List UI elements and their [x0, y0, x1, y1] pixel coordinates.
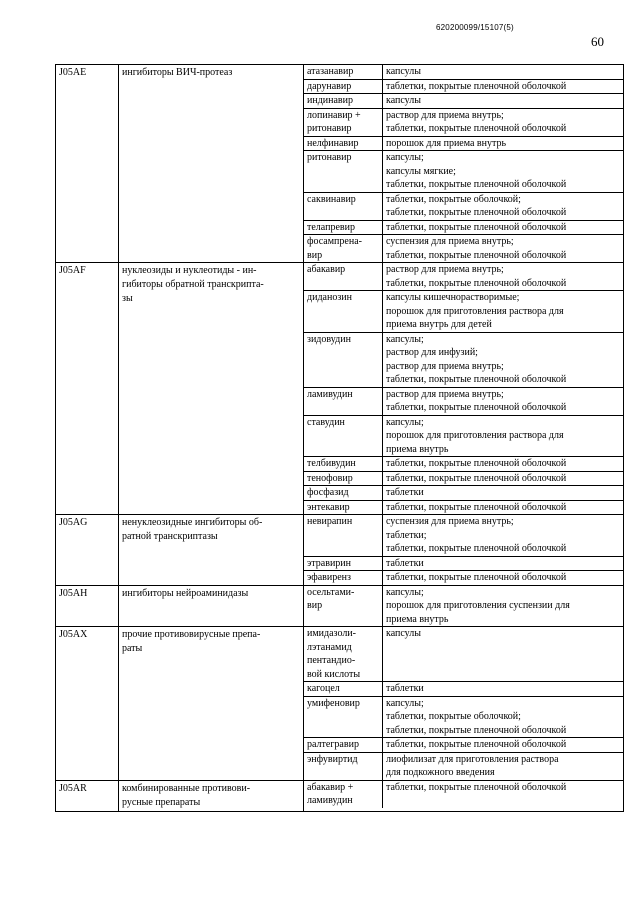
- drug-name: [304, 682, 383, 697]
- drug-name-line: ритонавир: [307, 123, 352, 134]
- drug-row: [304, 136, 623, 151]
- pharmacological-group: [119, 627, 304, 781]
- dosage-form-line: лиофилизат для приготовления раствора: [386, 753, 559, 765]
- pharmacological-group: [119, 585, 304, 627]
- drug-name-line: вир: [307, 600, 323, 611]
- dosage-form: [383, 696, 624, 738]
- pharmacological-group: [119, 65, 304, 263]
- drug-name: [304, 263, 383, 291]
- drug-name: [304, 415, 383, 457]
- drug-row: [304, 192, 623, 220]
- dosage-form-line: раствор для приема внутрь;: [386, 109, 504, 121]
- drug-row: [304, 65, 623, 79]
- dosage-form-line: для подкожного введения: [386, 767, 495, 778]
- drug-row: [304, 220, 623, 235]
- drug-row: [304, 486, 623, 501]
- drug-row: [304, 781, 623, 808]
- dosage-form-line: капсулы;: [386, 697, 424, 709]
- drug-name: [304, 332, 383, 387]
- group-line: ратной транскриптазы: [122, 531, 218, 542]
- dosage-form-line: таблетки, покрытые пленочной оболочкой: [386, 80, 567, 92]
- drug-name-line: лэтанамид: [307, 641, 352, 653]
- drug-subtable: [304, 781, 623, 808]
- drug-name-line: индинавир: [307, 95, 354, 106]
- drug-row: [304, 738, 623, 753]
- group-line: русные препараты: [122, 796, 201, 808]
- drug-row: [304, 752, 623, 780]
- drug-name: [304, 235, 383, 263]
- drug-name-line: умифеновир: [307, 697, 360, 709]
- pharmacological-group: [119, 263, 304, 515]
- dosage-form-line: капсулы;: [386, 586, 424, 598]
- drug-name: [304, 471, 383, 486]
- dosage-form-line: приема внутрь для детей: [386, 319, 492, 330]
- dosage-form-line: порошок для приема внутрь: [386, 137, 507, 149]
- drug-row: [304, 263, 623, 291]
- drug-name-line: саквинавир: [307, 193, 356, 205]
- drug-name: [304, 738, 383, 753]
- drug-name: [304, 515, 383, 556]
- drug-name: [304, 586, 383, 627]
- group-line: раты: [122, 643, 143, 654]
- dosage-form: [383, 471, 624, 486]
- dosage-form-line: порошок для приготовления раствора для: [386, 305, 564, 317]
- drug-name: [304, 291, 383, 333]
- atc-code: J05AF: [56, 263, 119, 515]
- drug-row: [304, 457, 623, 472]
- drug-name-line: осельтами-: [307, 586, 355, 598]
- drug-name-line: ламивудин: [307, 388, 353, 400]
- drug-list-cell: [304, 263, 624, 515]
- drug-name-line: телбивудин: [307, 458, 356, 469]
- table-row: [56, 65, 624, 263]
- dosage-form: [383, 457, 624, 472]
- drug-name: [304, 556, 383, 571]
- drug-subtable: [304, 65, 623, 262]
- dosage-form: [383, 332, 624, 387]
- group-line: гибиторы обратной транскрипта-: [122, 279, 264, 290]
- pharmacological-group: [119, 515, 304, 586]
- drug-row: [304, 500, 623, 514]
- drug-list-cell: [304, 65, 624, 263]
- drug-name-line: имидазоли-: [307, 628, 356, 639]
- drug-name-line: лопинавир +: [307, 109, 361, 121]
- dosage-form-line: капсулы;: [386, 333, 424, 345]
- drug-name-line: невирапин: [307, 516, 353, 527]
- dosage-form-line: таблетки, покрытые пленочной оболочкой: [386, 123, 567, 134]
- dosage-form-line: таблетки, покрытые пленочной оболочкой: [386, 221, 567, 233]
- dosage-form-line: раствор для приема внутрь;: [386, 360, 504, 372]
- drug-name: [304, 500, 383, 514]
- dosage-form: [383, 94, 624, 109]
- drug-name-line: этравирин: [307, 557, 351, 569]
- drug-name-line: зидовудин: [307, 333, 351, 345]
- drug-name: [304, 486, 383, 501]
- dosage-form-line: таблетки, покрытые пленочной оболочкой: [386, 458, 567, 469]
- dosage-form: [383, 235, 624, 263]
- drug-name-line: вир: [307, 249, 323, 261]
- drug-name: [304, 781, 383, 808]
- dosage-form-line: порошок для приготовления суспензии для: [386, 600, 570, 611]
- drug-name-line: ралтегравир: [307, 739, 359, 750]
- drug-list-cell: [304, 585, 624, 627]
- drug-name-line: абакавир +: [307, 781, 354, 793]
- drug-row: [304, 471, 623, 486]
- drug-subtable: [304, 586, 623, 627]
- dosage-form-line: таблетки, покрытые пленочной оболочкой: [386, 501, 567, 513]
- drug-name: [304, 571, 383, 585]
- drug-name-line: энфувиртид: [307, 753, 358, 765]
- dosage-form-line: таблетки, покрытые пленочной оболочкой: [386, 472, 567, 484]
- dosage-form-line: таблетки, покрытые пленочной оболочкой: [386, 207, 567, 218]
- drug-name-line: вой кислоты: [307, 668, 361, 680]
- dosage-form-line: раствор для приема внутрь;: [386, 388, 504, 400]
- drug-name: [304, 192, 383, 220]
- table-row: [56, 780, 624, 811]
- dosage-form-line: таблетки: [386, 557, 424, 569]
- drug-row: [304, 151, 623, 193]
- dosage-form-line: порошок для приготовления раствора для: [386, 430, 564, 441]
- dosage-form-line: суспензия для приема внутрь;: [386, 236, 514, 247]
- table-row: [56, 515, 624, 586]
- dosage-form-line: таблетки, покрытые пленочной оболочкой: [386, 277, 567, 289]
- dosage-form-line: раствор для инфузий;: [386, 347, 478, 358]
- group-line: ингибиторы нейроаминидазы: [122, 587, 249, 599]
- drug-row: [304, 94, 623, 109]
- dosage-form: [383, 752, 624, 780]
- drug-name: [304, 79, 383, 94]
- dosage-form: [383, 151, 624, 193]
- dosage-form-line: капсулы;: [386, 152, 424, 163]
- dosage-form-line: таблетки;: [386, 529, 427, 541]
- drug-name: [304, 94, 383, 109]
- drug-name-line: кагоцел: [307, 683, 340, 694]
- document-id: 620200099/15107(5): [436, 23, 514, 32]
- atc-code: J05AH: [56, 585, 119, 627]
- drug-name-line: абакавир: [307, 264, 346, 275]
- dosage-form-line: таблетки, покрытые оболочкой;: [386, 193, 521, 205]
- dosage-form-line: суспензия для приема внутрь;: [386, 516, 514, 527]
- dosage-form-line: таблетки, покрытые пленочной оболочкой: [386, 402, 567, 413]
- drug-row: [304, 415, 623, 457]
- dosage-form: [383, 627, 624, 682]
- drug-classification-table: [55, 64, 624, 812]
- dosage-form-line: капсулы кишечнорастворимые;: [386, 292, 520, 303]
- dosage-form: [383, 586, 624, 627]
- drug-name-line: дарунавир: [307, 80, 352, 92]
- drug-name-line: пентандио-: [307, 655, 356, 666]
- dosage-form-line: капсулы: [386, 66, 421, 77]
- dosage-form: [383, 220, 624, 235]
- drug-name-line: нелфинавир: [307, 137, 359, 149]
- dosage-form-line: таблетки, покрытые пленочной оболочкой: [386, 572, 567, 583]
- drug-row: [304, 682, 623, 697]
- drug-row: [304, 108, 623, 136]
- drug-list-cell: [304, 627, 624, 781]
- drug-name-line: ритонавир: [307, 152, 352, 163]
- drug-row: [304, 556, 623, 571]
- drug-list-cell: [304, 780, 624, 811]
- table-row: [56, 585, 624, 627]
- atc-code: J05AE: [56, 65, 119, 263]
- dosage-form-line: приема внутрь: [386, 613, 449, 625]
- drug-row: [304, 332, 623, 387]
- drug-subtable: [304, 263, 623, 514]
- dosage-form: [383, 571, 624, 585]
- drug-name-line: энтекавир: [307, 501, 350, 513]
- dosage-form: [383, 486, 624, 501]
- dosage-form-line: таблетки, покрытые пленочной оболочкой: [386, 374, 567, 385]
- dosage-form-line: раствор для приема внутрь;: [386, 264, 504, 275]
- atc-code: J05AX: [56, 627, 119, 781]
- drug-list-cell: [304, 515, 624, 586]
- table-body: [56, 65, 624, 812]
- dosage-form: [383, 781, 624, 808]
- dosage-form: [383, 556, 624, 571]
- group-line: прочие противовирусные препа-: [122, 629, 261, 640]
- drug-name-line: ламивудин: [307, 795, 353, 806]
- dosage-form: [383, 136, 624, 151]
- drug-name: [304, 457, 383, 472]
- atc-code: J05AR: [56, 780, 119, 811]
- drug-row: [304, 387, 623, 415]
- dosage-form-line: таблетки: [386, 683, 424, 694]
- group-line: зы: [122, 293, 133, 304]
- drug-name-line: ставудин: [307, 416, 345, 428]
- dosage-form-line: таблетки, покрытые пленочной оболочкой: [386, 543, 567, 554]
- drug-name-line: фосфазид: [307, 487, 349, 498]
- group-line: ненуклеозидные ингибиторы об-: [122, 517, 263, 528]
- dosage-form-line: капсулы: [386, 95, 421, 106]
- group-line: комбинированные противови-: [122, 782, 251, 794]
- pharmacological-group: [119, 780, 304, 811]
- drug-name: [304, 65, 383, 79]
- dosage-form-line: таблетки: [386, 487, 424, 498]
- drug-name-line: тенофовир: [307, 472, 353, 484]
- drug-name-line: эфавиренз: [307, 572, 351, 583]
- dosage-form: [383, 192, 624, 220]
- drug-name: [304, 387, 383, 415]
- drug-name-line: диданозин: [307, 292, 352, 303]
- drug-name-line: фосампрена-: [307, 236, 362, 247]
- dosage-form-line: капсулы;: [386, 416, 424, 428]
- dosage-form-line: таблетки, покрытые пленочной оболочкой: [386, 249, 567, 261]
- dosage-form: [383, 65, 624, 79]
- drug-name: [304, 752, 383, 780]
- drug-row: [304, 627, 623, 682]
- drug-row: [304, 586, 623, 627]
- drug-row: [304, 515, 623, 556]
- drug-name: [304, 108, 383, 136]
- drug-row: [304, 571, 623, 585]
- table-row: [56, 627, 624, 781]
- dosage-form: [383, 387, 624, 415]
- dosage-form: [383, 738, 624, 753]
- dosage-form: [383, 500, 624, 514]
- drug-name: [304, 696, 383, 738]
- dosage-form: [383, 108, 624, 136]
- dosage-form-line: таблетки, покрытые оболочкой;: [386, 711, 521, 722]
- drug-name: [304, 627, 383, 682]
- page-number: 60: [591, 34, 604, 49]
- dosage-form: [383, 415, 624, 457]
- drug-name: [304, 151, 383, 193]
- dosage-form-line: приема внутрь: [386, 443, 449, 455]
- table-row: [56, 263, 624, 515]
- dosage-form: [383, 263, 624, 291]
- drug-row: [304, 235, 623, 263]
- dosage-form-line: капсулы: [386, 628, 421, 639]
- drug-subtable: [304, 627, 623, 780]
- drug-name-line: телапревир: [307, 221, 355, 233]
- dosage-form: [383, 515, 624, 556]
- group-line: ингибиторы ВИЧ-протеаз: [122, 67, 233, 78]
- drug-subtable: [304, 515, 623, 585]
- dosage-form-line: таблетки, покрытые пленочной оболочкой: [386, 724, 567, 736]
- drug-row: [304, 696, 623, 738]
- dosage-form: [383, 79, 624, 94]
- drug-name-line: атазанавир: [307, 66, 354, 77]
- dosage-form-line: таблетки, покрытые пленочной оболочкой: [386, 739, 567, 750]
- dosage-form: [383, 682, 624, 697]
- dosage-form: [383, 291, 624, 333]
- drug-row: [304, 79, 623, 94]
- drug-name: [304, 136, 383, 151]
- dosage-form-line: капсулы мягкие;: [386, 165, 456, 177]
- drug-name: [304, 220, 383, 235]
- dosage-form-line: таблетки, покрытые пленочной оболочкой: [386, 781, 567, 793]
- drug-row: [304, 291, 623, 333]
- atc-code: J05AG: [56, 515, 119, 586]
- dosage-form-line: таблетки, покрытые пленочной оболочкой: [386, 179, 567, 190]
- group-line: нуклеозиды и нуклеотиды - ин-: [122, 265, 257, 276]
